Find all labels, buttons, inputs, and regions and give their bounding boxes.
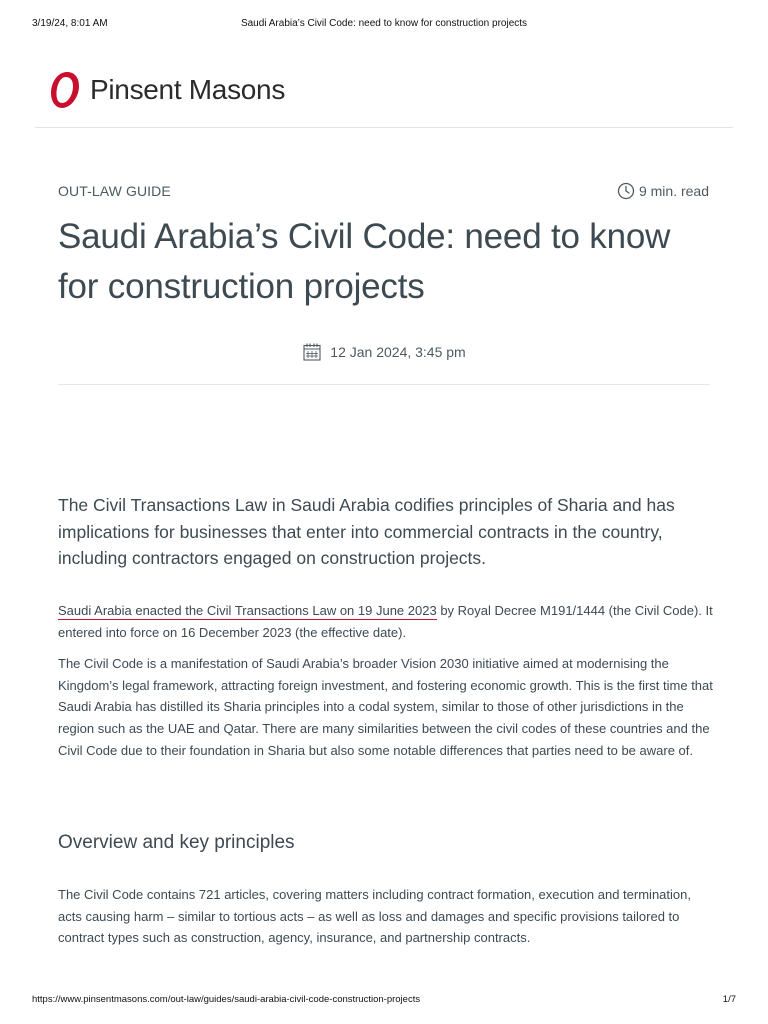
print-url: https://www.pinsentmasons.com/out-law/guides/saudi-arabia-civil-code-construction-projects: [32, 994, 421, 1005]
civil-transactions-law-link[interactable]: Saudi Arabia enacted the Civil Transactions Law on 19 June 2023: [58, 603, 437, 618]
article-paragraph-1: [58, 600, 718, 643]
print-date: 3/19/24, 8:01 AM: [32, 18, 108, 29]
print-header: [32, 18, 736, 32]
paragraph-1-text: by Royal Decree M191/1444 (the Civil Code). It entered into force on 16 December 2023 (the effective date).: [58, 603, 713, 640]
meta-divider: [58, 384, 710, 385]
header-divider: [35, 127, 733, 128]
print-title: Saudi Arabia’s Civil Code: need to know for construction projects: [240, 18, 528, 29]
print-footer: [32, 994, 736, 1008]
article-category: OUT-LAW GUIDE: [58, 183, 171, 199]
published-date: [0, 342, 768, 362]
article-paragraph-3: The Civil Code contains 721 articles, covering matters including contract formation, execution and termination, acts causing harm – similar to tortious acts – as well as loss and damages and specific provisions tailored to contract types such as construction, agency, insurance, and partnership contracts.: [58, 887, 691, 946]
read-time: [617, 182, 709, 200]
section-heading-overview: Overview and key principles: [58, 832, 295, 853]
article-lead: The Civil Transactions Law in Saudi Arabia codifies principles of Sharia and has implications for businesses that enter into commercial contracts in the country, including contractors engaged on construction projects.: [58, 495, 675, 568]
published-date-label: 12 Jan 2024, 3:45 pm: [330, 344, 466, 360]
read-time-label: 9 min. read: [638, 183, 709, 199]
pinsent-masons-logo[interactable]: [48, 68, 285, 112]
article-paragraph-2: The Civil Code is a manifestation of Saudi Arabia’s broader Vision 2030 initiative aimed at modernising the Kingdom’s legal framework, attracting foreign investment, and fostering economic growth. This is the first time that Saudi Arabia has distilled its Sharia principles into a codal system, similar to those of other jurisdictions in the region such as the UAE and Qatar. There are many similarities between the civil codes of these countries and the Civil Code due to their foundation in Sharia but also some notable differences that parties need to be aware of.: [58, 656, 713, 758]
calendar-icon: [302, 342, 322, 362]
logo-text: Pinsent Masons: [90, 74, 286, 105]
pinsent-masons-logo-icon: [48, 69, 82, 111]
clock-icon: [617, 182, 635, 200]
page-number: 1/7: [722, 994, 736, 1005]
article-title: Saudi Arabia’s Civil Code: need to know for construction projects: [58, 217, 671, 306]
